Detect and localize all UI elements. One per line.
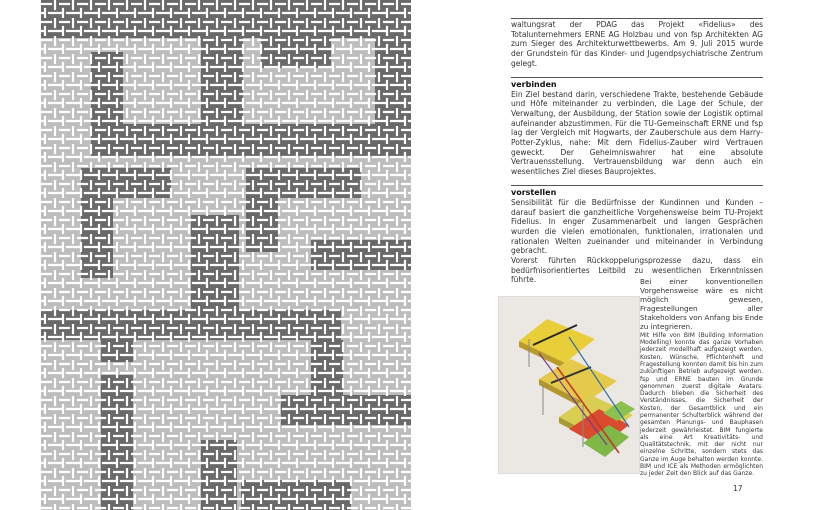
maze-illustration [41,0,411,510]
heading-vorstellen: vorstellen [511,185,763,198]
bim-model-illustration [499,297,639,473]
side-text-column [640,278,763,478]
paragraph-konventionell: Bei einer konventionellen Vorgehensweise wäre es nicht möglich gewesen, Fragestellungen aller Stakeholders von Anfang bis Ende zu integrieren. [640,277,764,331]
page-number: 17 [733,484,743,493]
intro-paragraph: waltungsrat der PDAG das Projekt «Fidelius» des Totalunternehmers ERNE AG Holzbau und von fsp Architekten AG zum Sieger des Architekturwettbewerbs. Am 9. Juli 2015 wurde der Grundstein für das Kinder- und Jugendpsychiatrische Zentrum gelegt. [511,20,763,68]
paragraph-bim: Mit Hilfe von BIM (Building Information Modelling) konnte das ganze Vorhaben jederzeit modellhaft aufgezeigt werden. Kosten, Wünsche, Pflichtenheft und Fragestellung konnten damit bis hin zum zukünftigen Betrieb aufgezeigt werden. fsp und ERNE bauten im Grunde genommen zuerst digitale Avatars. Dadurch blieben die Sicherheit des Verständnisses, die Sicherheit der Kosten, der Gesamtblick und ein permanenter Schulterblick während der gesamten Planungs- und Bauphasen jederzeit gewährleistet. BIM fungierte als eine Art Kreativitäts- und Qualitätstechnik, mit der nicht nur einzelne Schritte, sondern stets das Ganze im Auge behalten werden konnte. BIM und ICE als Methoden ermöglichten zu jeder Zeit den Blick auf das Ganze. [640,331,763,478]
maze-lines [41,0,411,510]
paragraph-vorstellen: Sensibilität für die Bedürfnisse der Kundinnen und Kunden – darauf basiert die ganzheitliche Vorgehensweise beim TU-Projekt Fidelius. In enger Zusammenarbeit und langen Gesprächen wurden die vielen emotionalen, funktionalen, irrationalen und rationalen Welten zueinander und miteinander in Verbindung gebracht. [511,197,763,256]
paragraph-verbinden: Ein Ziel bestand darin, verschiedene Trakte, bestehende Gebäude und Höfe miteinander zu verbinden, die Lage der Schule, der Verwaltung, der Ausbildung, der Station sowie der Logistik optimal aufeinander abzustimmen. Für die TU-Gemeinschaft ERNE und fsp lag der Vergleich mit Hogwarts, der Zauberschule aus dem Harry-Potter-Zyklus, nahe: Mit dem Fidelius-Zauber wird Vertrauen geweckt. Der Geheimniswahrer hat eine absolute Vertrauensstellung. Vertrauensbildung war denn auch ein wesentliches Ziel dieses Bauprojektes. [511,89,763,177]
bim-model-photo [498,296,640,474]
paragraph-rueckkoppelung: Vorerst führten Rückkoppelungsprozesse dazu, dass ein bedürfnisorientiertes Leitbild zu wesentlichen Erkenntnissen führte. [511,256,763,285]
maze-graphic [41,0,411,510]
heading-verbinden: verbinden [511,77,763,90]
article-column [511,18,763,285]
